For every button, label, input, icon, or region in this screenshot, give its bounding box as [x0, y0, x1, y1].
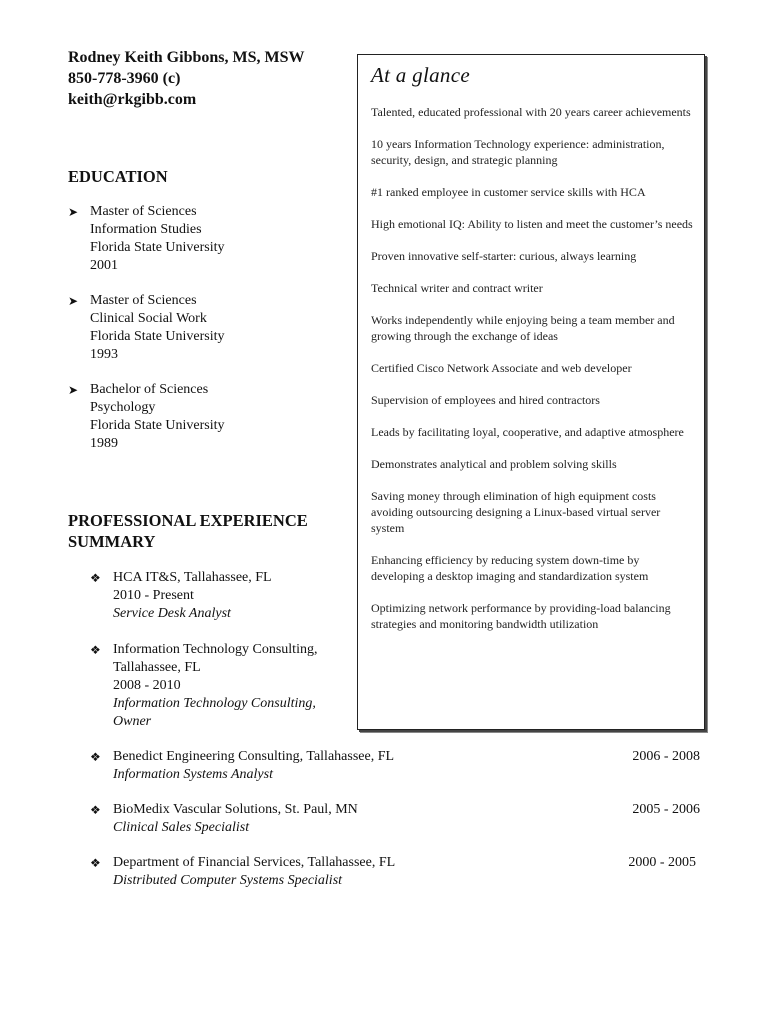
date-range: 2000 - 2005 — [628, 855, 696, 870]
date-range: 2010 - Present — [113, 588, 194, 603]
field: Information Studies — [90, 222, 202, 237]
degree: Bachelor of Sciences — [90, 382, 209, 397]
job-title: Service Desk Analyst — [113, 606, 231, 621]
organization: Information Technology Consulting, — [113, 642, 318, 657]
email: keith@rkgibb.com — [68, 91, 197, 108]
experience-item — [90, 641, 358, 731]
diamond-bullet-icon: ❖ — [90, 856, 101, 870]
organization: HCA IT&S, Tallahassee, FL — [113, 570, 272, 585]
school: Florida State University — [90, 329, 225, 344]
organization: Department of Financial Services, Tallahassee, FL — [113, 855, 396, 870]
experience-item — [90, 854, 710, 890]
glance-item: High emotional IQ: Ability to listen and meet the customer’s needs — [371, 217, 693, 231]
education-item — [68, 203, 348, 275]
at-a-glance-box — [357, 54, 705, 730]
diamond-bullet-icon: ❖ — [90, 750, 101, 764]
diamond-bullet-icon: ❖ — [90, 803, 101, 817]
contact-header — [68, 47, 304, 110]
glance-item: Leads by facilitating loyal, cooperative, and adaptive atmosphere — [371, 425, 684, 439]
year: 2001 — [90, 258, 118, 273]
date-range: 2008 - 2010 — [113, 678, 181, 693]
glance-item: Talented, educated professional with 20 years career achievements — [371, 105, 691, 119]
phone: 850-778-3960 (c) — [68, 70, 181, 87]
education-item — [68, 381, 348, 453]
glance-item: Technical writer and contract writer — [371, 281, 543, 295]
name: Rodney Keith Gibbons, MS, MSW — [68, 49, 305, 66]
glance-list — [371, 104, 693, 648]
glance-item: Works independently while enjoying being a team member and growing through the exchange of ideas — [371, 313, 675, 343]
job-title-cont: Owner — [113, 714, 152, 729]
glance-title: At a glance — [371, 63, 470, 87]
arrowhead-bullet-icon: ➤ — [68, 294, 79, 308]
glance-item: Optimizing network performance by providing-load balancing strategies and monitoring bandwidth utilization — [371, 601, 671, 631]
school: Florida State University — [90, 240, 225, 255]
glance-item: Supervision of employees and hired contractors — [371, 393, 600, 407]
degree: Master of Sciences — [90, 204, 197, 219]
job-title: Clinical Sales Specialist — [113, 820, 250, 835]
experience-heading — [68, 510, 308, 552]
glance-item: Proven innovative self-starter: curious, always learning — [371, 249, 637, 263]
field: Psychology — [90, 400, 156, 415]
diamond-bullet-icon: ❖ — [90, 643, 101, 657]
glance-item: 10 years Information Technology experience: administration, security, design, and strategic planning — [371, 137, 665, 167]
education-heading: EDUCATION — [68, 167, 168, 186]
job-title: Distributed Computer Systems Specialist — [113, 873, 343, 888]
education-item — [68, 292, 348, 364]
organization-location: Tallahassee, FL — [113, 660, 201, 675]
arrowhead-bullet-icon: ➤ — [68, 205, 79, 219]
experience-item — [90, 801, 710, 837]
job-title: Information Systems Analyst — [113, 767, 273, 782]
glance-item: #1 ranked employee in customer service skills with HCA — [371, 185, 646, 199]
experience-heading-line: SUMMARY — [68, 532, 156, 551]
glance-item: Certified Cisco Network Associate and web developer — [371, 361, 632, 375]
glance-item: Enhancing efficiency by reducing system down-time by developing a desktop imaging and standardization system — [371, 553, 649, 583]
experience-item — [90, 748, 710, 784]
glance-item: Demonstrates analytical and problem solving skills — [371, 457, 617, 471]
degree: Master of Sciences — [90, 293, 197, 308]
year: 1993 — [90, 347, 118, 362]
date-range: 2005 - 2006 — [632, 802, 700, 817]
field: Clinical Social Work — [90, 311, 207, 326]
school: Florida State University — [90, 418, 225, 433]
organization: BioMedix Vascular Solutions, St. Paul, MN — [113, 802, 358, 817]
experience-heading-line: PROFESSIONAL EXPERIENCE — [68, 511, 308, 530]
date-range: 2006 - 2008 — [632, 749, 700, 764]
glance-item: Saving money through elimination of high equipment costs avoiding outsourcing designing a Linux-based virtual server system — [371, 489, 661, 535]
education-list — [68, 203, 348, 470]
organization: Benedict Engineering Consulting, Tallahassee, FL — [113, 749, 395, 764]
job-title: Information Technology Consulting, — [113, 696, 316, 711]
year: 1989 — [90, 436, 118, 451]
diamond-bullet-icon: ❖ — [90, 571, 101, 585]
arrowhead-bullet-icon: ➤ — [68, 383, 79, 397]
experience-item — [90, 569, 358, 623]
